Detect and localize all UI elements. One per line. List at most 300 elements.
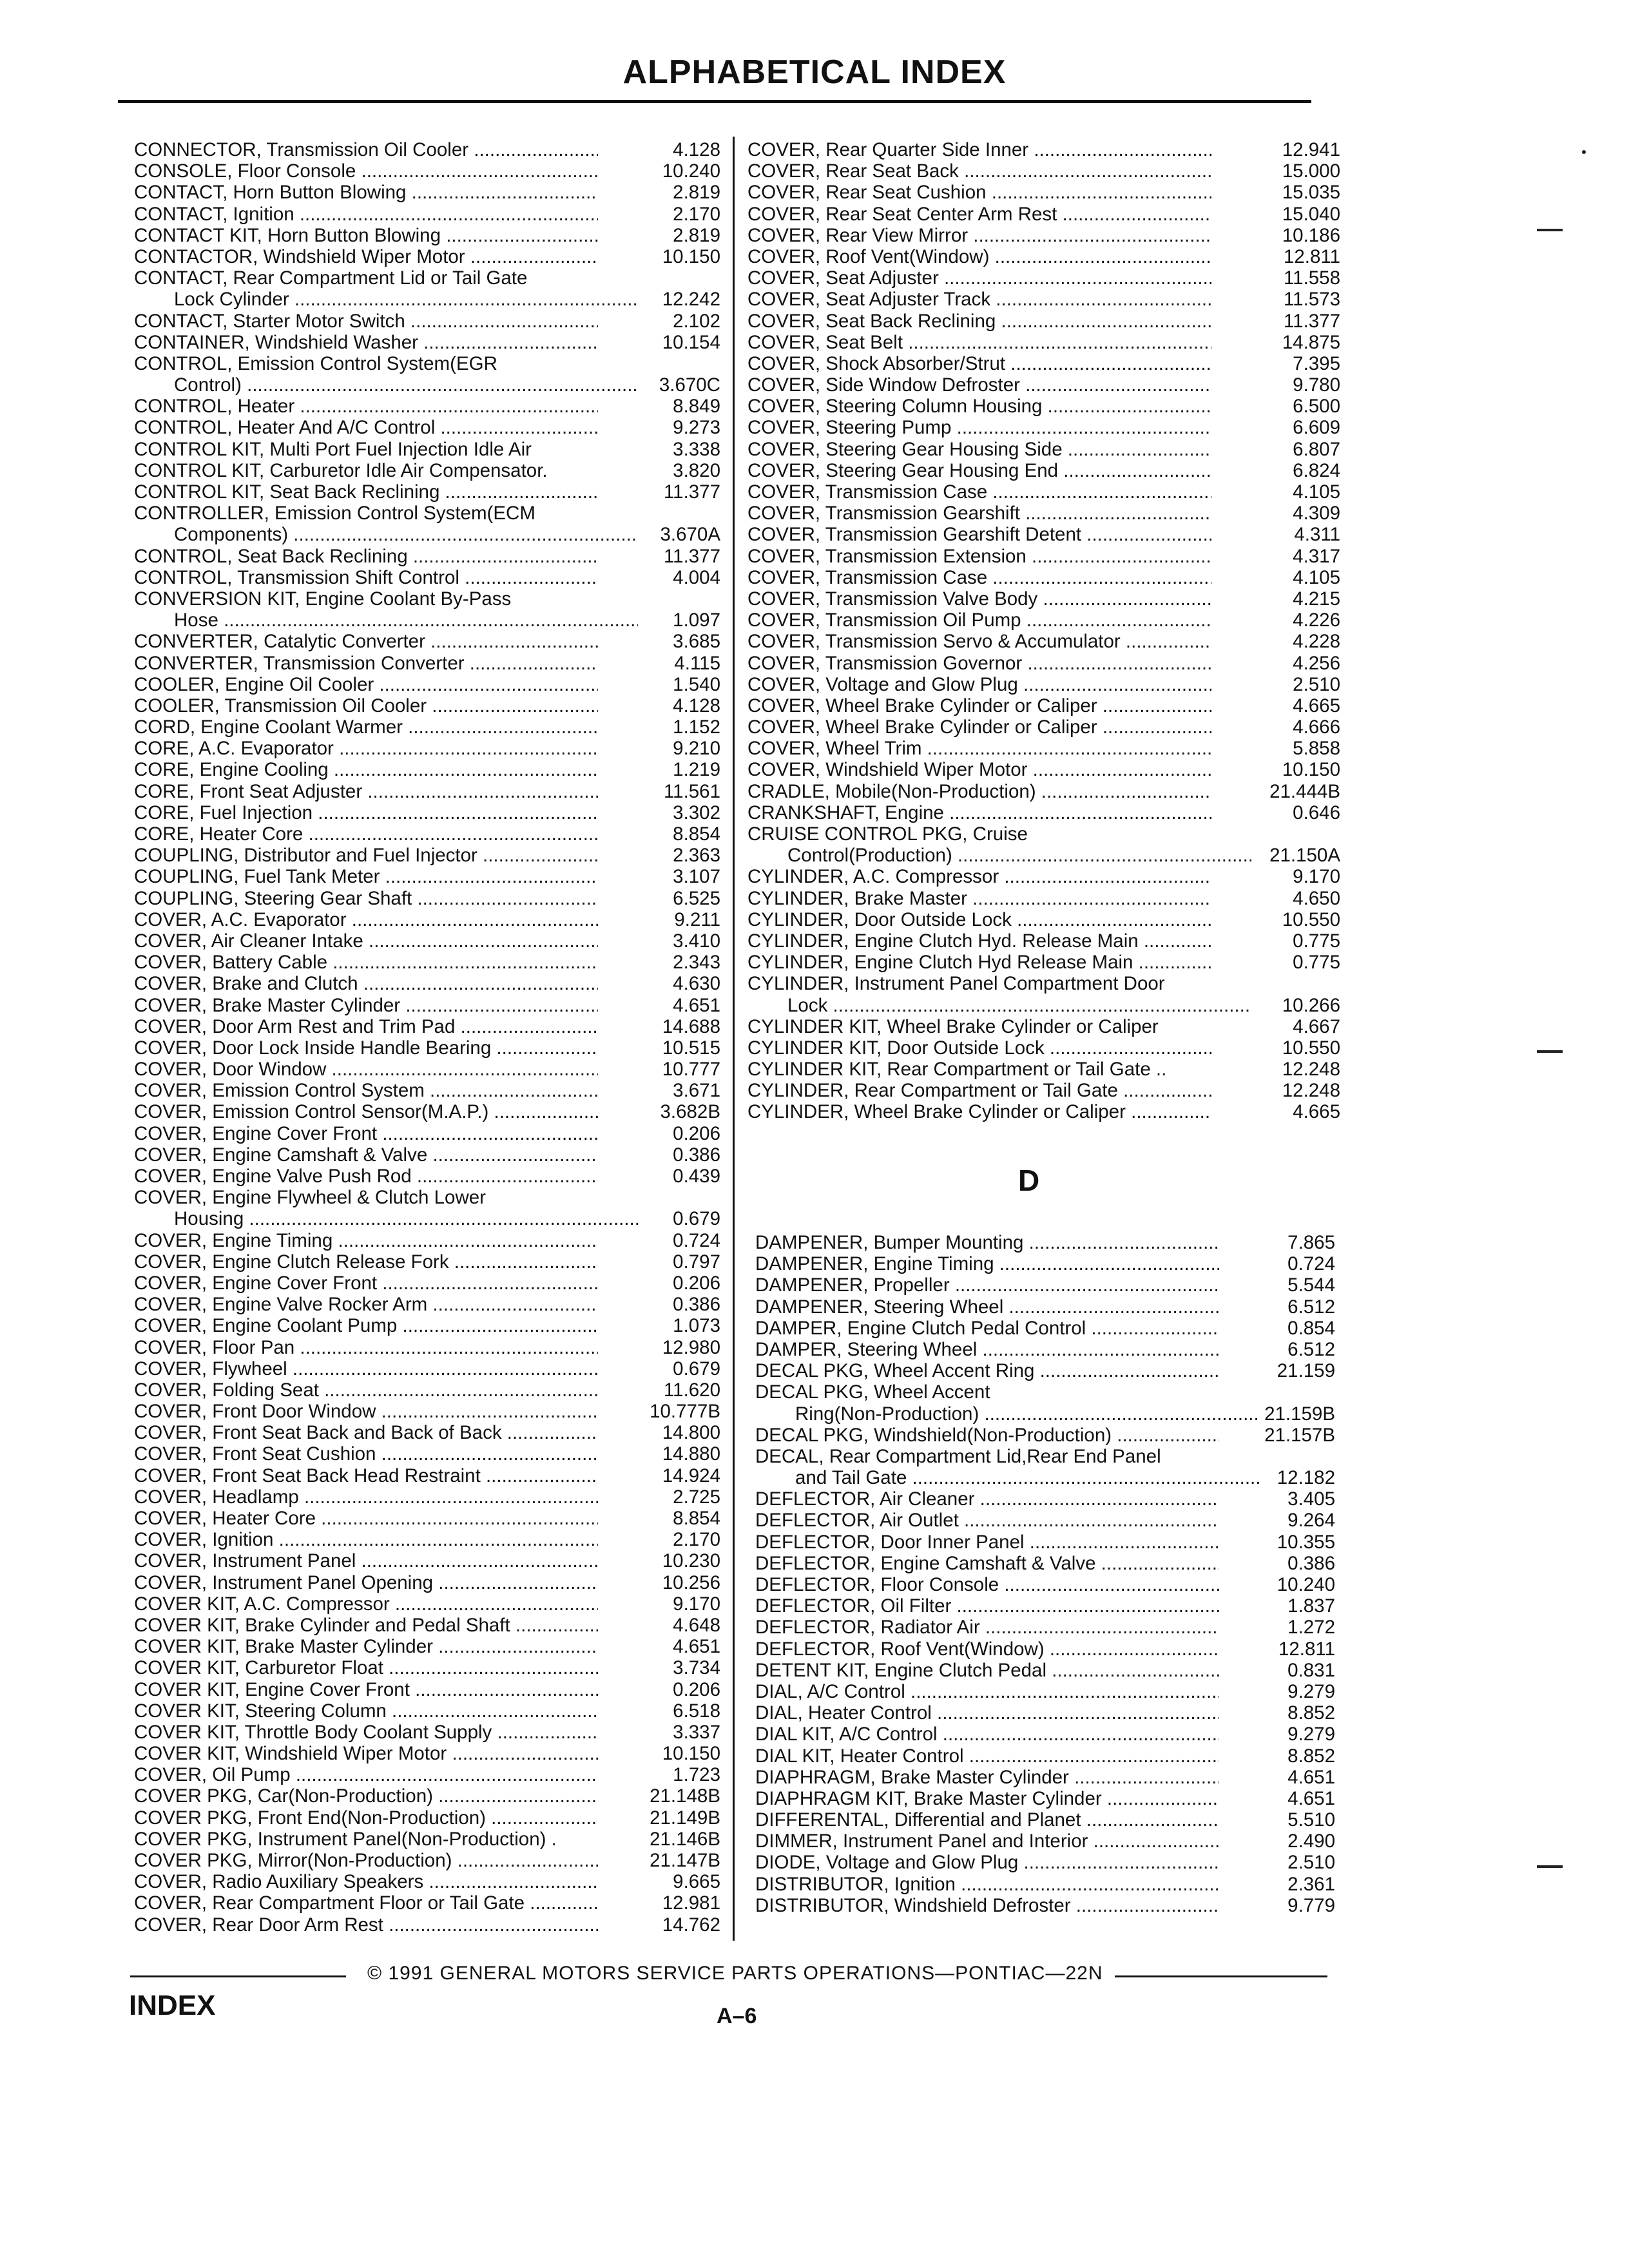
index-entry [134, 1315, 720, 1336]
index-entry-name: DIAL KIT, A/C Control ..... [755, 1724, 1219, 1745]
index-entry-name: CONTROL KIT, Multi Port Fuel Injection Idle Air [134, 438, 532, 460]
index-entry [747, 845, 1340, 866]
index-entry-page: 2.361 [1287, 1873, 1335, 1895]
index-entry-name: COVER, Steering Pump ..... [747, 417, 1211, 438]
index-entry-page: 9.210 [673, 738, 720, 760]
index-entry-name: DAMPENER, Engine Timing ..... [755, 1253, 1219, 1274]
index-entry-name: COVER KIT, Brake Cylinder and Pedal Shaft ..... [134, 1615, 598, 1636]
index-entry-page: 0.206 [673, 1122, 720, 1144]
index-entry-page: 10.150 [1282, 759, 1340, 781]
index-entry-page: 3.682B [660, 1101, 720, 1123]
index-entry-name: CRADLE, Mobile(Non-Production) ..... [747, 781, 1211, 802]
index-entry-page: 11.620 [663, 1379, 720, 1401]
index-entry-name: COVER, Rear View Mirror ..... [747, 225, 1211, 246]
index-section-label: INDEX [129, 1990, 216, 2021]
index-entry-name: DEFLECTOR, Air Outlet ..... [755, 1510, 1219, 1531]
index-entry [755, 1381, 1335, 1403]
index-entry-name: COVER, Rear Compartment Floor or Tail Gate ..... [134, 1892, 598, 1914]
index-entry-page: 6.807 [1293, 438, 1340, 460]
index-entry-name: CORE, A.C. Evaporator ..... [134, 738, 598, 759]
index-entry [747, 930, 1340, 952]
index-entry [134, 225, 720, 246]
index-entry [747, 973, 1340, 994]
index-entry-name: CONTAINER, Windshield Washer ..... [134, 332, 598, 353]
index-entry-name: COVER, Transmission Case ..... [747, 567, 1211, 588]
section-d-column [755, 1232, 1335, 1916]
index-entry-name: DIODE, Voltage and Glow Plug ..... [755, 1852, 1219, 1873]
index-entry-name: COVER, Transmission Valve Body ..... [747, 588, 1211, 610]
index-entry [134, 546, 720, 567]
index-entry-name: COVER, Brake and Clutch ..... [134, 973, 598, 994]
index-entry-page: 11.561 [663, 780, 720, 802]
index-entry [747, 460, 1340, 481]
index-entry-page: 7.395 [1293, 352, 1340, 374]
index-entry [134, 631, 720, 652]
index-entry-page: 6.525 [673, 887, 720, 909]
index-entry-page: 11.377 [1283, 310, 1340, 332]
index-entry [747, 653, 1340, 674]
index-entry-page: 2.343 [673, 952, 720, 974]
index-entry-name: COVER KIT, Windshield Wiper Motor ..... [134, 1743, 598, 1764]
index-entry-page: 2.170 [673, 203, 720, 225]
index-entry-name: CONTROL, Heater ..... [134, 396, 598, 417]
index-entry [134, 1679, 720, 1700]
index-entry-page: 8.852 [1287, 1702, 1335, 1724]
index-entry-name: COVER, Flywheel ..... [134, 1358, 598, 1379]
index-entry-name: DAMPENER, Propeller ..... [755, 1274, 1219, 1296]
index-entry-page: 0.775 [1293, 930, 1340, 952]
index-entry [134, 1251, 720, 1273]
index-entry [755, 1745, 1335, 1767]
index-entry-page: 0.797 [673, 1251, 720, 1273]
index-entry [747, 909, 1340, 930]
index-entry [747, 311, 1340, 332]
index-entry-name: COVER, Oil Pump ..... [134, 1764, 598, 1785]
index-entry [134, 1636, 720, 1657]
index-entry-name: CORE, Engine Cooling ..... [134, 759, 598, 780]
index-entry [134, 1144, 720, 1166]
index-entry [755, 1574, 1335, 1595]
index-entry-name: DEFLECTOR, Engine Camshaft & Valve ..... [755, 1553, 1219, 1574]
index-entry-name: CONNECTOR, Transmission Oil Cooler ..... [134, 139, 598, 160]
index-entry [134, 204, 720, 225]
index-entry-name: COVER KIT, Engine Cover Front ..... [134, 1679, 598, 1700]
index-entry-page: 10.266 [1282, 994, 1340, 1016]
index-entry-page: 12.981 [662, 1892, 720, 1914]
index-entry-name: CONTACT, Ignition ..... [134, 204, 598, 225]
index-entry-page: 4.309 [1293, 503, 1340, 524]
index-entry-name: COVER, Instrument Panel ..... [134, 1550, 598, 1571]
index-entry-name: COVER, Engine Clutch Release Fork ..... [134, 1251, 598, 1273]
index-entry-page: 4.226 [1293, 610, 1340, 631]
index-entry-name: COVER, Engine Cover Front ..... [134, 1123, 598, 1144]
index-entry [747, 374, 1340, 396]
index-entry [134, 1465, 720, 1486]
index-entry [134, 1208, 720, 1229]
index-entry-page: 0.724 [1287, 1253, 1335, 1275]
index-entry-name: COVER PKG, Instrument Panel(Non-Production) . [134, 1828, 557, 1850]
index-entry [747, 1037, 1340, 1059]
index-entry [747, 139, 1340, 160]
index-entry [747, 759, 1340, 780]
index-entry [134, 1230, 720, 1251]
index-entry [755, 1852, 1335, 1873]
index-entry-page: 0.206 [673, 1272, 720, 1294]
index-entry [747, 1080, 1340, 1101]
index-entry [134, 460, 720, 481]
index-entry-page: 4.128 [673, 695, 720, 716]
index-entry-page: 4.666 [1293, 716, 1340, 738]
index-entry [134, 1166, 720, 1187]
right-index-column [747, 139, 1340, 1123]
index-entry [134, 909, 720, 930]
index-entry-name: CONTROL, Emission Control System(EGR [134, 352, 497, 374]
column-divider [733, 137, 735, 1941]
index-entry [134, 1486, 720, 1508]
index-entry-page: 12.811 [1283, 245, 1340, 267]
index-entry-page: 9.665 [673, 1871, 720, 1893]
index-entry [134, 866, 720, 887]
index-entry [134, 1080, 720, 1101]
index-entry-page: 10.150 [662, 245, 720, 267]
index-entry [134, 1443, 720, 1465]
index-entry-name: COVER, Transmission Gearshift Detent ..... [747, 524, 1211, 545]
index-entry-name: COVER, Door Arm Rest and Trim Pad ..... [134, 1016, 598, 1037]
index-entry-name: COVER, Door Window ..... [134, 1059, 598, 1080]
index-entry [134, 1871, 720, 1892]
index-entry-page: 10.777B [650, 1401, 720, 1423]
index-entry [747, 289, 1340, 310]
index-entry [747, 952, 1340, 973]
index-entry-page: 6.518 [673, 1700, 720, 1722]
index-entry-page: 10.550 [1282, 1037, 1340, 1059]
index-entry-name: COUPLING, Fuel Tank Meter ..... [134, 866, 598, 887]
index-entry-name: COVER, Steering Gear Housing Side ..... [747, 439, 1211, 460]
index-entry [755, 1425, 1335, 1446]
index-entry-page: 10.186 [1282, 224, 1340, 246]
index-entry [134, 1572, 720, 1593]
index-entry-page: 0.679 [673, 1358, 720, 1379]
index-entry-page: 15.035 [1282, 182, 1340, 204]
index-entry [134, 353, 720, 374]
index-entry-name: CYLINDER, Brake Master ..... [747, 888, 1211, 909]
index-entry-name: COVER, Engine Camshaft & Valve ..... [134, 1144, 598, 1166]
section-letter-d: D [1018, 1164, 1040, 1197]
index-entry-page: 4.004 [673, 566, 720, 588]
index-entry-page: 10.550 [1282, 908, 1340, 930]
index-entry-page: 9.273 [673, 417, 720, 439]
index-entry-name: COOLER, Transmission Oil Cooler ..... [134, 695, 598, 716]
index-entry-name: CONTROLLER, Emission Control System(ECM [134, 503, 535, 524]
index-entry-page: 4.630 [673, 973, 720, 995]
index-entry-page: 9.170 [1293, 866, 1340, 888]
index-entry-page: 9.170 [673, 1593, 720, 1615]
index-entry-name: COVER, Engine Flywheel & Clutch Lower [134, 1187, 486, 1209]
index-entry [755, 1831, 1335, 1852]
index-entry-name: COVER, Rear Seat Center Arm Rest ..... [747, 204, 1211, 225]
index-entry-name: COVER, Air Cleaner Intake ..... [134, 930, 598, 952]
index-entry-page: 5.510 [1287, 1809, 1335, 1831]
index-entry [134, 289, 720, 310]
index-entry [134, 802, 720, 823]
index-entry [747, 267, 1340, 289]
index-entry-name: DAMPENER, Bumper Mounting ..... [755, 1232, 1219, 1253]
index-entry-page: 0.831 [1287, 1659, 1335, 1681]
index-entry-page: 4.651 [1287, 1766, 1335, 1788]
index-entry-name: COVER, Headlamp ..... [134, 1486, 598, 1508]
index-entry-page: 4.228 [1293, 631, 1340, 653]
index-entry-page: 4.651 [1287, 1787, 1335, 1809]
index-entry-name: CONTROL KIT, Carburetor Idle Air Compensator. [134, 459, 548, 481]
index-entry-name: COVER, Wheel Trim ..... [747, 738, 1211, 759]
index-entry-page: 2.490 [1287, 1831, 1335, 1852]
index-entry-page: 1.837 [1287, 1595, 1335, 1617]
index-entry-name: DAMPER, Steering Wheel ..... [755, 1339, 1219, 1360]
index-entry-name: COVER, Front Door Window ..... [134, 1401, 598, 1422]
index-entry-page: 21.150A [1269, 845, 1340, 867]
index-entry-name: COVER, Battery Cable ..... [134, 952, 598, 973]
index-entry-page: 10.515 [662, 1037, 720, 1059]
index-entry-page: 4.311 [1294, 524, 1340, 546]
index-entry-page: 14.800 [662, 1422, 720, 1444]
index-entry [747, 546, 1340, 567]
footer-copyright: © 1991 GENERAL MOTORS SERVICE PARTS OPERATIONS—PONTIAC—22N [367, 1963, 1103, 1984]
index-entry-name: CYLINDER KIT, Rear Compartment or Tail Gate .. [747, 1059, 1167, 1081]
index-entry-page: 14.880 [662, 1443, 720, 1465]
index-entry [134, 781, 720, 802]
index-entry [134, 1016, 720, 1037]
index-entry-name: DECAL PKG, Wheel Accent [755, 1381, 990, 1403]
index-entry-name: CYLINDER, Wheel Brake Cylinder or Caliper ..... [747, 1101, 1211, 1122]
index-entry-page: 14.762 [662, 1914, 720, 1936]
index-entry-name: COVER, Folding Seat ..... [134, 1379, 598, 1401]
index-entry [134, 160, 720, 182]
index-entry [134, 567, 720, 588]
index-entry-name: COVER PKG, Car(Non-Production) ..... [134, 1785, 598, 1807]
index-entry [755, 1724, 1335, 1745]
index-entry-page: 0.646 [1293, 802, 1340, 823]
index-entry-name: CORD, Engine Coolant Warmer ..... [134, 716, 598, 738]
index-entry [134, 1892, 720, 1914]
index-entry-page: 4.665 [1293, 695, 1340, 716]
index-entry [755, 1467, 1335, 1488]
index-entry-name: CONTACTOR, Windshield Wiper Motor ..... [134, 246, 598, 267]
index-entry [134, 417, 720, 438]
index-entry [134, 1722, 720, 1743]
index-entry-page: 11.558 [1283, 267, 1340, 289]
index-entry-name: COVER, Seat Adjuster ..... [747, 267, 1211, 289]
index-entry-name: DIAL KIT, Heater Control ..... [755, 1745, 1219, 1767]
index-entry-page: 6.512 [1287, 1338, 1335, 1360]
index-entry-name: and Tail Gate ..... [755, 1467, 1259, 1488]
index-entry-page: 3.337 [673, 1721, 720, 1743]
index-entry-name: Control(Production) ..... [747, 845, 1251, 866]
index-entry [134, 653, 720, 674]
index-entry-name: CRANKSHAFT, Engine ..... [747, 802, 1211, 823]
index-entry-name: CONTACT, Rear Compartment Lid or Tail Gate [134, 267, 528, 289]
index-entry [134, 439, 720, 460]
index-entry [755, 1895, 1335, 1916]
index-entry [747, 695, 1340, 716]
index-entry-name: CYLINDER, Rear Compartment or Tail Gate ..... [747, 1080, 1211, 1101]
index-entry-page: 6.500 [1293, 396, 1340, 418]
index-entry [747, 160, 1340, 182]
index-entry-name: CONVERSION KIT, Engine Coolant By-Pass [134, 588, 512, 610]
index-entry-page: 9.780 [1293, 374, 1340, 396]
index-entry [134, 1401, 720, 1422]
index-entry-page: 9.264 [1287, 1510, 1335, 1532]
index-entry-page: 3.405 [1287, 1488, 1335, 1510]
index-entry [755, 1681, 1335, 1702]
index-entry-name: COUPLING, Steering Gear Shaft ..... [134, 888, 598, 909]
index-entry-name: COVER, Rear Seat Back ..... [747, 160, 1211, 182]
index-entry [755, 1595, 1335, 1617]
index-entry-page: 10.230 [662, 1550, 720, 1572]
index-entry-name: COVER, Transmission Extension ..... [747, 546, 1211, 567]
index-entry-page: 14.875 [1282, 331, 1340, 353]
index-entry-page: 0.386 [1287, 1552, 1335, 1574]
index-entry-name: Components) ..... [134, 524, 638, 545]
index-entry [755, 1809, 1335, 1831]
index-entry-page: 10.355 [1277, 1531, 1335, 1553]
index-entry [134, 1358, 720, 1379]
index-entry-name: COVER, Transmission Governor ..... [747, 653, 1211, 674]
index-entry [747, 716, 1340, 738]
index-entry [134, 1273, 720, 1294]
index-entry [747, 738, 1340, 759]
index-entry [747, 417, 1340, 438]
index-entry-name: COVER KIT, Steering Column ..... [134, 1700, 598, 1722]
index-entry-name: COVER KIT, A.C. Compressor ..... [134, 1593, 598, 1615]
index-entry [755, 1510, 1335, 1531]
index-entry-page: 9.279 [1287, 1680, 1335, 1702]
index-entry-name: COOLER, Engine Oil Cooler ..... [134, 674, 598, 695]
index-entry [134, 1615, 720, 1636]
index-entry-page: 2.510 [1293, 673, 1340, 695]
index-entry-name: COVER, Transmission Servo & Accumulator ..... [747, 631, 1211, 652]
index-entry-page: 4.128 [673, 139, 720, 160]
index-entry-name: DIMMER, Instrument Panel and Interior ..... [755, 1831, 1219, 1852]
index-entry-name: COVER, Engine Valve Push Rod ..... [134, 1166, 598, 1187]
index-entry-page: 0.386 [673, 1294, 720, 1316]
index-entry [755, 1274, 1335, 1296]
index-entry-page: 21.159 [1277, 1360, 1335, 1382]
index-entry [747, 802, 1340, 823]
index-entry [134, 1914, 720, 1936]
index-entry-name: COVER, Seat Back Reclining ..... [747, 311, 1211, 332]
index-entry-name: Ring(Non-Production) ..... [755, 1403, 1259, 1425]
page-title: ALPHABETICAL INDEX [622, 53, 1007, 91]
index-entry-page: 10.154 [662, 331, 720, 353]
index-entry-page: 0.775 [1293, 952, 1340, 974]
index-entry-page: 21.444B [1269, 780, 1340, 802]
index-entry-name: COVER, Seat Belt ..... [747, 332, 1211, 353]
index-entry-name: COVER, Steering Column Housing ..... [747, 396, 1211, 417]
index-entry [134, 952, 720, 973]
index-entry [134, 524, 720, 545]
index-entry-page: 21.146B [650, 1828, 720, 1850]
index-entry [134, 1123, 720, 1144]
index-entry [747, 1101, 1340, 1122]
page-number: A–6 [717, 2004, 757, 2028]
index-entry-page: 11.573 [1283, 289, 1340, 311]
index-entry-name: CONTACT KIT, Horn Button Blowing ..... [134, 225, 598, 246]
index-entry-page: 14.924 [662, 1465, 720, 1486]
index-entry [134, 674, 720, 695]
index-entry-page: 5.544 [1287, 1274, 1335, 1296]
index-entry [134, 588, 720, 610]
index-entry [747, 481, 1340, 503]
index-entry-name: Housing ..... [134, 1208, 638, 1229]
index-entry-page: 4.317 [1293, 545, 1340, 567]
index-entry [747, 866, 1340, 887]
index-entry-page: 1.097 [673, 610, 720, 631]
index-entry-page: 4.215 [1293, 588, 1340, 610]
index-entry-name: COVER, Ignition ..... [134, 1529, 598, 1550]
index-entry-page: 0.206 [673, 1678, 720, 1700]
index-entry-page: 12.941 [1282, 139, 1340, 160]
left-index-column [134, 139, 720, 1936]
index-entry-page: 12.248 [1282, 1059, 1340, 1081]
index-entry-name: DAMPER, Engine Clutch Pedal Control ..... [755, 1318, 1219, 1339]
index-entry-page: 2.510 [1287, 1852, 1335, 1874]
index-entry [134, 246, 720, 267]
index-entry-name: CONTROL, Heater And A/C Control ..... [134, 417, 598, 438]
index-entry-page: 4.667 [1293, 1015, 1340, 1037]
margin-mark [1537, 1050, 1563, 1053]
index-entry [755, 1788, 1335, 1809]
footer-rule-right [1115, 1975, 1327, 1977]
index-entry-page: 9.779 [1287, 1894, 1335, 1916]
index-entry [134, 1743, 720, 1764]
index-entry [747, 674, 1340, 695]
index-entry-name: DIAPHRAGM, Brake Master Cylinder ..... [755, 1767, 1219, 1788]
index-entry-page: 8.852 [1287, 1745, 1335, 1767]
index-entry [134, 1829, 720, 1850]
index-entry-page: 1.540 [673, 673, 720, 695]
index-entry-name: CONVERTER, Transmission Converter ..... [134, 653, 598, 674]
index-entry [134, 1059, 720, 1080]
index-entry [755, 1360, 1335, 1381]
index-entry-name: DECAL PKG, Wheel Accent Ring ..... [755, 1360, 1219, 1381]
index-entry [747, 1016, 1340, 1037]
index-entry [134, 1101, 720, 1122]
index-entry [134, 1529, 720, 1550]
index-entry-page: 4.105 [1293, 566, 1340, 588]
index-entry [134, 1294, 720, 1315]
index-entry-name: DIAL, A/C Control ..... [755, 1681, 1219, 1702]
index-entry-name: CYLINDER, Engine Clutch Hyd. Release Main ..... [747, 930, 1211, 952]
index-entry-name: COVER, Radio Auxiliary Speakers ..... [134, 1871, 598, 1892]
index-entry [755, 1767, 1335, 1788]
index-entry-page: 11.377 [663, 545, 720, 567]
index-entry-name: DEFLECTOR, Radiator Air ..... [755, 1617, 1219, 1638]
index-entry-name: COVER, Engine Timing ..... [134, 1230, 598, 1251]
margin-dot [1582, 150, 1586, 154]
index-entry [747, 246, 1340, 267]
index-entry [134, 695, 720, 716]
index-entry-name: COVER, Door Lock Inside Handle Bearing ..... [134, 1037, 598, 1059]
index-entry-name: CYLINDER KIT, Door Outside Lock ..... [747, 1037, 1211, 1059]
index-entry-page: 15.040 [1282, 203, 1340, 225]
index-entry-page: 0.439 [673, 1166, 720, 1187]
index-entry-name: COUPLING, Distributor and Fuel Injector ..... [134, 845, 598, 866]
index-entry-page: 0.386 [673, 1144, 720, 1166]
index-entry-page: 1.073 [673, 1315, 720, 1337]
index-entry-page: 2.819 [673, 224, 720, 246]
index-entry-page: 3.734 [673, 1657, 720, 1679]
index-entry-name: COVER, Rear Quarter Side Inner ..... [747, 139, 1211, 160]
